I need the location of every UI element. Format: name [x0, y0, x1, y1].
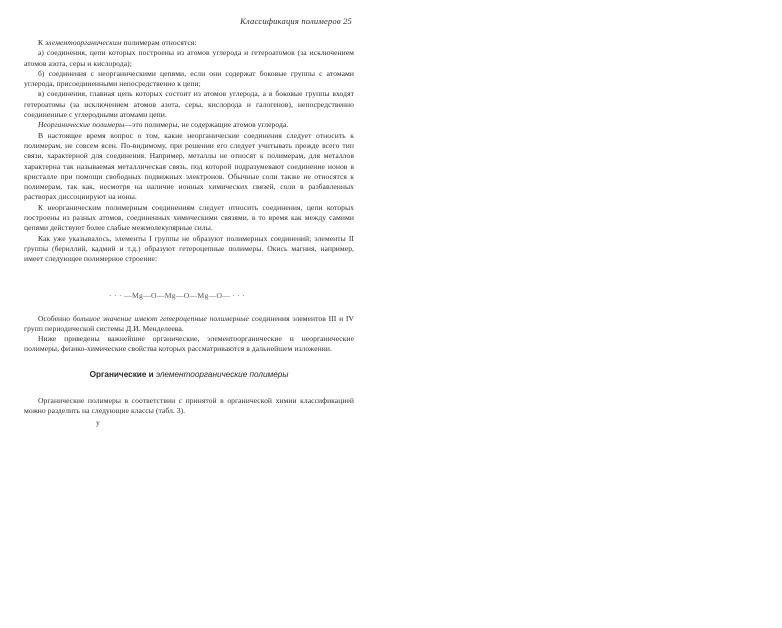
- paragraph-text: соединения элементов III и IV групп периодической системы Д.И. Менделеева.: [24, 313, 355, 333]
- paragraph: [24, 38, 354, 48]
- paragraph: в) соединения, главная цепь которых состоит из атомов углерода, а в боковые группы входят гетероатомы (за исключением атомов азота, серы, кислорода и галогенов), непосредственно соединенные с углеродными атомами цепи.: [24, 89, 354, 120]
- emphasis-term: большое значение имеют гетероцепные полимерные: [72, 313, 249, 323]
- paragraph: Ниже приведены важнейшие органические, элементоорганические и неорганические полимеры, физико-химические свойства которых рассматриваются в дальнейшем изложении.: [24, 334, 354, 354]
- paragraph: К неорганическим полимерным соединениям следует относить соединения, цепи которых построены из разных атомов, соединенных химическими связями, в то время как между самими цепями действуют более слабые межмолекулярные силы.: [24, 202, 354, 233]
- paragraph-text: полимерам относятся:: [121, 38, 197, 47]
- paragraph: [24, 120, 354, 130]
- section-heading: [24, 370, 354, 379]
- paragraph-text: —это полимеры, не содержащие атомов углерода.: [124, 120, 289, 130]
- tail-mark: у: [96, 418, 100, 428]
- paragraph: Органические полимеры в соответствии с принятой в органической химии классификацией можно разделить на следующие классы (табл. 3).: [24, 395, 354, 416]
- chemical-formula: · · · —Mg—O—Mg—O—Mg—O— · · ·: [109, 290, 246, 300]
- paragraph-text: К: [38, 38, 46, 47]
- paragraph: В настоящее время вопрос о том, какие неорганические соединения следует относить к полимерам, не совсем ясен. По-видимому, при решении его следует учитывать прежде всего тип связи, характерной для соединения. Например, металлы не относят к полимерам, для металлов характерна так называемая металлическая связь, под которой подразумевают соединение ионов в кристалле при помощи свободных подвижных электронов. Обычные соли также не относятся к полимерам, так как, несмотря на наличие ионных химических связей, соли в разбавленных растворах диссоциируют на ионы.: [24, 130, 354, 202]
- section-heading-bold: Органические и: [89, 369, 156, 379]
- paragraph: [24, 314, 354, 335]
- emphasis-term: Неорганические полимеры: [38, 120, 125, 130]
- section-heading-italic: элементоорганические полимеры: [155, 369, 289, 379]
- paragraph: а) соединения, цепи которых построены из атомов углерода и гетероатомов (за исключением атомов азота, серы и кислорода);: [24, 48, 354, 68]
- emphasis-term: элементоорганическим: [45, 38, 122, 47]
- running-head: Классификация полимеров 25: [240, 16, 352, 26]
- paragraph: б) соединения с неорганическими цепями, если они содержат боковые группы с атомами углерода, присоединенными непосредственно к цепи;: [24, 68, 354, 89]
- text-column: [24, 16, 354, 427]
- paragraph-text: Особенно: [38, 313, 73, 323]
- paragraph: Как уже указывалось, элементы I группы не образуют полимерных соединений; элементы II группы (бериллий, кадмий и т.д.) образуют гетероцепные полимеры. Окись магния, например, имеет следующее полимерное строение:: [24, 233, 354, 264]
